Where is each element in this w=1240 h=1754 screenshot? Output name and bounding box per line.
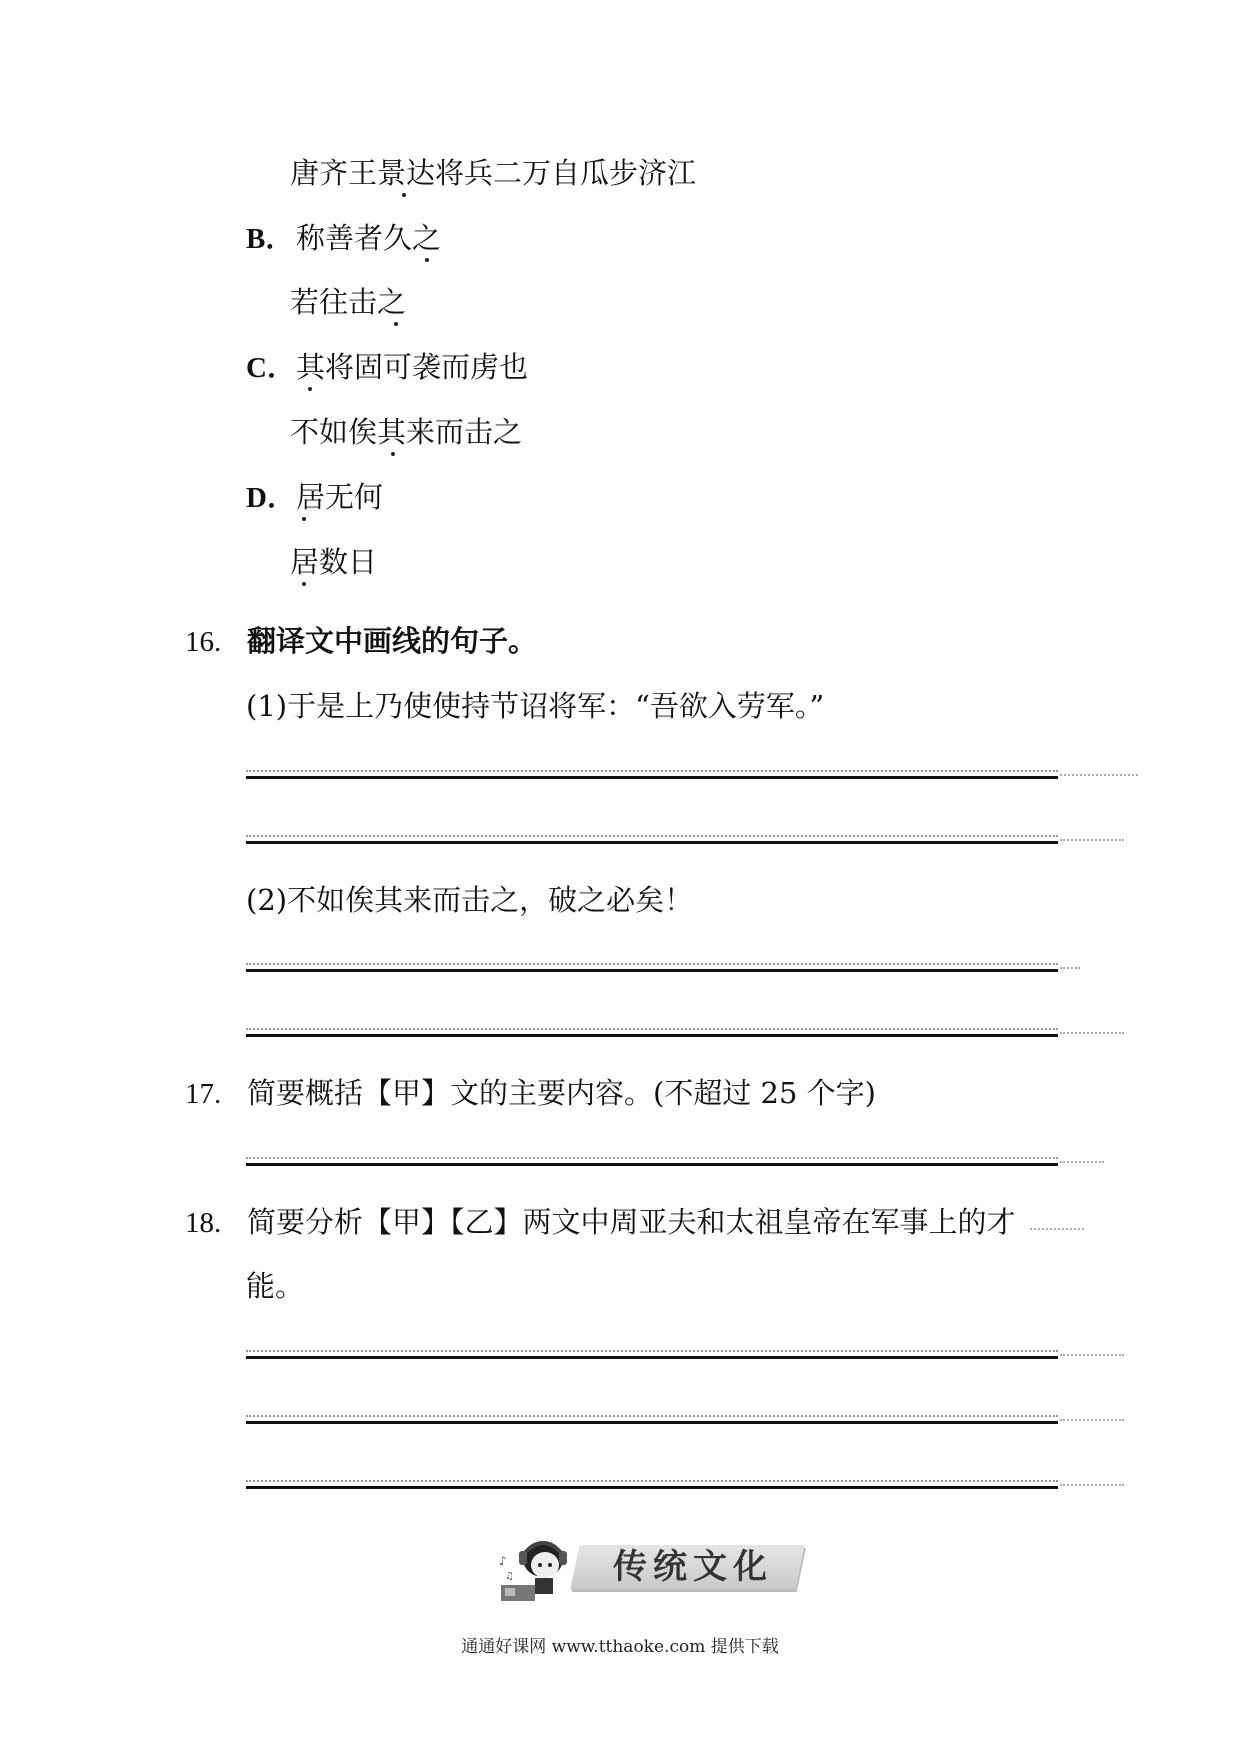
option-d-text: 居无何 [296,480,384,514]
margin-dots [1060,774,1138,778]
emphasis-dot [394,322,398,326]
option-b-text: 称善者久之 [296,221,442,255]
footer-credit: 通通好课网 www.tthaoke.com 提供下载 [461,1637,779,1657]
emphasis-dot [402,193,406,197]
question-16-sub2: (2)不如俟其来而击之，破之必矣！ [246,883,694,917]
margin-dots [1060,1032,1124,1036]
option-c-letter: C． [246,352,296,384]
svg-text:♪: ♪ [499,1554,507,1568]
question-16-sub1: (1)于是上乃使使持节诏将军：“吾欲入劳军。” [246,689,825,723]
option-b-letter: B． [246,223,295,255]
svg-text:♫: ♫ [505,1571,514,1582]
question-number: 17. [185,1078,222,1110]
question-prompt: 简要分析【甲】【乙】两文中周亚夫和太祖皇帝在军事上的才 [247,1205,1016,1239]
question-18 [185,1202,1016,1243]
question-16 [185,621,537,662]
answer-line[interactable] [246,969,1058,972]
margin-dots [1060,1354,1124,1358]
margin-dots [1060,1419,1124,1423]
answer-line[interactable] [246,1486,1058,1489]
answer-line[interactable] [246,1163,1058,1166]
question-number: 16. [185,626,222,658]
banner-title: 传统文化 [613,1547,773,1587]
option-d-letter: D． [246,482,296,514]
question-prompt: 翻译文中画线的句子。 [247,624,538,658]
emphasis-dot [302,517,306,521]
section-banner [495,1535,815,1605]
question-17 [185,1073,876,1114]
margin-dots [1030,1228,1084,1232]
question-18-line2: 能。 [246,1269,305,1303]
option-c-line1 [246,347,528,388]
option-b-line2: 若往击之 [290,285,407,319]
option-d-line1 [246,477,383,518]
option-a-line2: 唐齐王景达将兵二万自瓜步济江 [290,156,697,190]
answer-line[interactable] [246,841,1058,844]
margin-dots [1060,1484,1124,1488]
margin-dots [1060,967,1080,971]
emphasis-dot [425,258,429,262]
answer-line[interactable] [246,776,1058,779]
answer-line[interactable] [246,1421,1058,1424]
answer-line[interactable] [246,1356,1058,1359]
emphasis-dot [391,452,395,456]
reading-girl-icon [495,1535,575,1605]
answer-line[interactable] [246,1034,1058,1037]
emphasis-dot [308,387,312,391]
question-number: 18. [185,1207,222,1239]
option-d-line2: 居数日 [290,545,378,579]
option-c-line2: 不如俟其来而击之 [290,415,523,449]
emphasis-dot [302,582,306,586]
option-c-text: 其将固可袭而虏也 [296,350,529,384]
margin-dots [1060,1161,1104,1165]
option-b-line1 [246,218,441,259]
margin-dots [1060,839,1124,843]
question-prompt: 简要概括【甲】文的主要内容。(不超过 25 个字) [247,1076,876,1110]
